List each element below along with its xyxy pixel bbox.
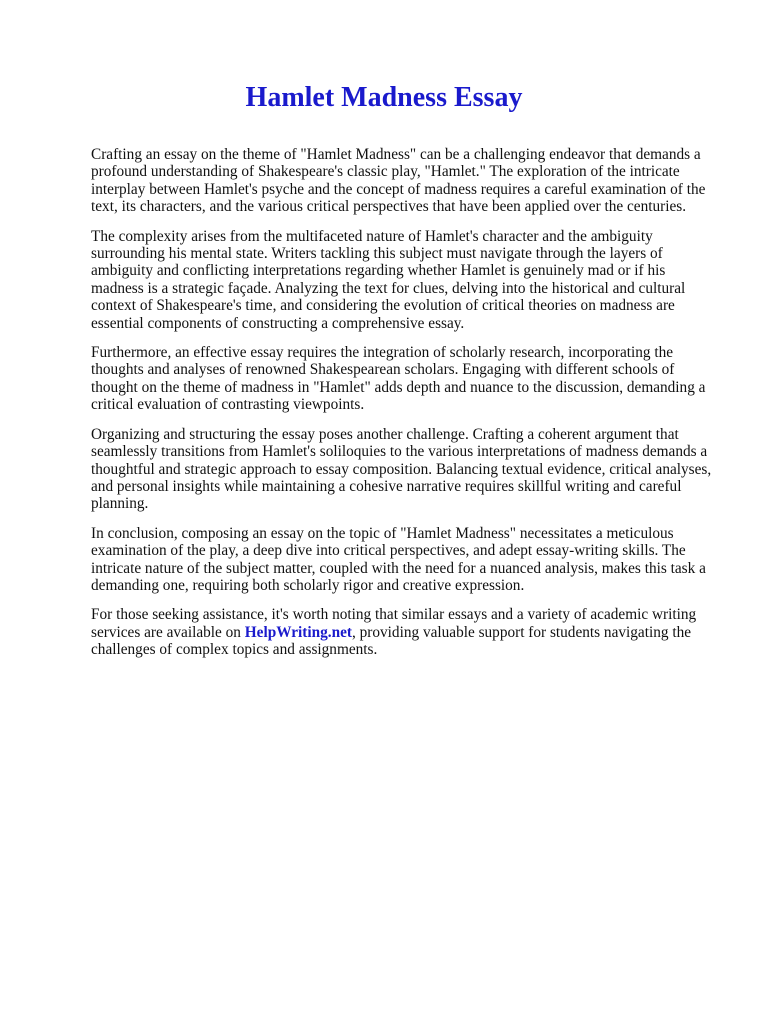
paragraph-1: Crafting an essay on the theme of "Hamlet Madness" can be a challenging endeavor that demands a profound understanding of Shakespeare's classic play, "Hamlet." The exploration of the intricate interplay between Hamlet's psyche and the concept of madness requires a careful examination of the text, its characters, and the various critical perspectives that have been applied over the centuries. (91, 146, 706, 216)
page-title: Hamlet Madness Essay (245, 82, 523, 113)
helpwriting-link[interactable]: HelpWriting.net (244, 623, 352, 641)
essay-body (91, 146, 721, 671)
paragraph-5: In conclusion, composing an essay on the topic of "Hamlet Madness" necessitates a meticulous examination of the play, a deep dive into critical perspectives, and adept essay-writing skills. The intricate nature of the subject matter, coupled with the need for a nuanced analysis, makes this task a demanding one, requiring both scholarly rigor and creative expression. (91, 524, 706, 594)
paragraph-6-before-link: For those seeking assistance, it's worth noting that similar essays and a variety of academic writing services are available on (91, 606, 697, 641)
paragraph-3: Furthermore, an effective essay requires the integration of scholarly research, incorporating the thoughts and analyses of renowned Shakespearean scholars. Engaging with different schools of thought on the theme of madness in "Hamlet" adds depth and nuance to the discussion, demanding a critical evaluation of contrasting viewpoints. (91, 344, 706, 414)
paragraph-4: Organizing and structuring the essay poses another challenge. Crafting a coherent argument that seamlessly transitions from Hamlet's soliloquies to the various interpretations of madness demands a thoughtful and strategic approach to essay composition. Balancing textual evidence, critical analyses, and personal insights while maintaining a cohesive narrative requires skillful writing and careful planning. (91, 425, 712, 513)
paragraph-2: The complexity arises from the multifaceted nature of Hamlet's character and the ambiguity surrounding his mental state. Writers tackling this subject must navigate through the layers of ambiguity and conflicting interpretations regarding whether Hamlet is genuinely mad or if his madness is a strategic façade. Analyzing the text for clues, delving into the historical and cultural context of Shakespeare's time, and considering the evolution of critical theories on madness are essential components of constructing a comprehensive essay. (91, 227, 686, 332)
paragraph-6 (91, 606, 721, 658)
paragraph-6-after-link: , providing valuable support for students navigating the challenges of complex topics and assignments. (91, 623, 692, 659)
